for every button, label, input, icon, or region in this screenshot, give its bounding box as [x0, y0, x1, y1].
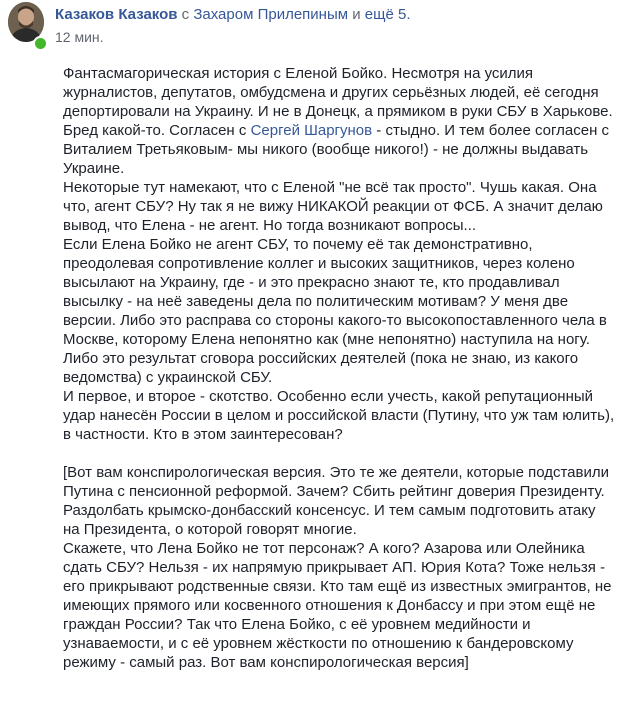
online-status-indicator: [33, 36, 48, 51]
with-prefix-text: с: [181, 6, 190, 23]
post-title-line: [55, 6, 410, 24]
post-body: [63, 64, 615, 672]
post-paragraph: Некоторые тут намекают, что с Еленой "не всё так просто". Чушь какая. Она что, агент СБУ? Ну так я не вижу НИКАКОЙ реакции от ФСБ. А значит делаю вывод, что Елена - не агент. Но тогда возникают вопросы...: [63, 179, 603, 234]
mention-link[interactable]: Сергей Шаргунов: [250, 122, 373, 139]
post-paragraph: Если Елена Бойко не агент СБУ, то почему её так демонстративно, преодолевая сопротивление коллег и высоких защитников, через колено высылают на Украину, где - и это прекрасно знают те, кто продавливал высылку - на неё заведены дела по политическим мотивам? У меня две версии. Либо это расправа со стороны какого-то высокопоставленного чела в Москве, которому Елена непонятно как (мне непонятно) наступила на ногу. Либо это результат сговора российских деятелей (пока не знаю, из какого ведомства) с украинской СБУ.: [63, 236, 607, 386]
tagged-person-link[interactable]: Захаром Прилепиным: [193, 6, 349, 23]
post-header: [0, 0, 621, 60]
post-paragraph: И первое, и второе - скотство. Особенно если учесть, какой репутационный удар нанесён России в целом и российской власти (Путину, что уж там юлить), в частности. Кто в этом заинтересован?: [63, 388, 615, 443]
author-name-link[interactable]: Казаков Казаков: [55, 6, 178, 23]
post-paragraph: [Вот вам конспирологическая версия. Это те же деятели, которые подставили Путина с пенсионной реформой. Зачем? Сбить рейтинг доверия Президенту. Раздолбать крымско-донбасский консенсус. И тем самым подготовить атаку на Президента, о которой говорят многие.: [63, 464, 609, 538]
paragraph-spacer: [63, 444, 615, 463]
paragraph-text: - стыдно. И тем более согласен с Виталием Третьяковым- мы никого (вообще никого!) - не должны выдавать Украине.: [63, 122, 610, 177]
paragraph-text: Фантасмагорическая история с Еленой Бойко. Несмотря на усилия журналистов, депутатов, омбудсмена и других серьёзных людей, её сегодня депортировали на Украину. И не в Донецк, а прямиком в руки СБУ в Харькове. Бред какой-то. Согласен с: [63, 65, 613, 139]
and-text: и: [352, 6, 361, 23]
more-tagged-link[interactable]: ещё 5.: [364, 6, 411, 23]
post-paragraph: Скажете, что Лена Бойко не тот персонаж? А кого? Азарова или Олейника сдать СБУ? Нельзя - их напрямую прикрывает АП. Юрия Кота? Тоже нельзя - его прикрывают родственные связи. Кто там ещё из известных эмигрантов, не имеющих прямого или косвенного отношения к Донбассу и при этом ещё не граждан России? Так что Елена Бойко, с её уровнем медийности и узнаваемости, и с её уровнем жёсткости по отношению к бандеровскому режиму - самый раз. Вот вам конспирологическая версия]: [63, 540, 612, 671]
post-paragraph: [63, 64, 615, 178]
post-timestamp-link[interactable]: 12 мин.: [55, 29, 104, 45]
